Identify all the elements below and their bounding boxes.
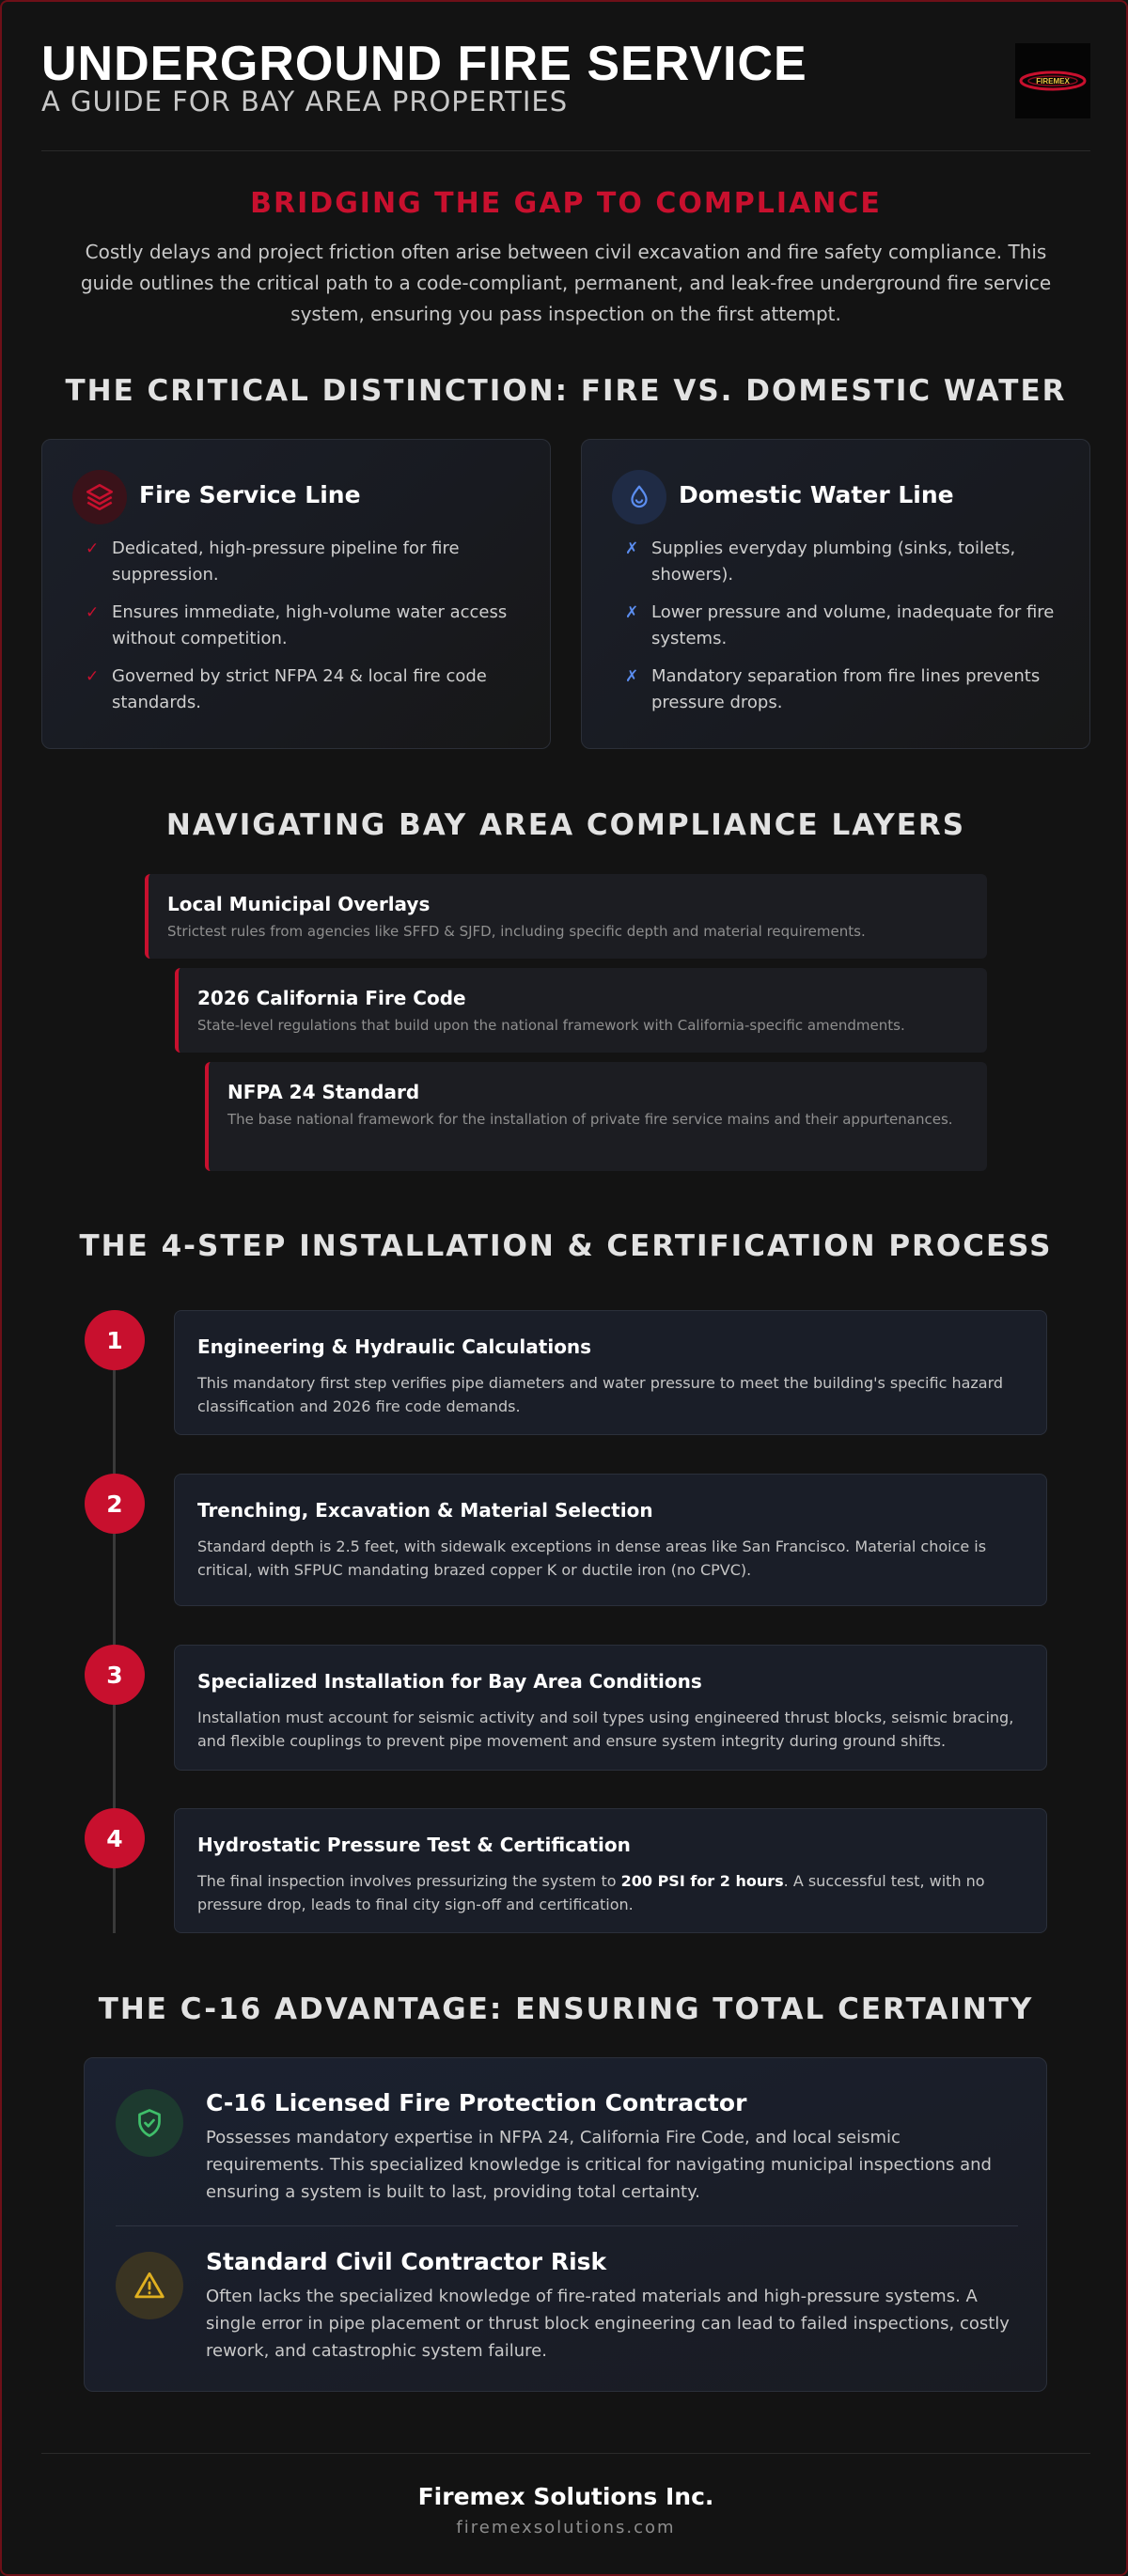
list-item: ✓ Governed by strict NFPA 24 & local fire code standards. xyxy=(86,664,527,716)
domestic-water-heading: Domestic Water Line xyxy=(679,481,954,508)
domestic-water-list xyxy=(625,536,1067,727)
cross-icon: ✗ xyxy=(625,539,639,558)
check-icon: ✓ xyxy=(86,667,100,686)
layer-title: 2026 California Fire Code xyxy=(197,987,466,1009)
process-title: THE 4-STEP INSTALLATION & CERTIFICATION PROCESS xyxy=(79,1229,1053,1263)
intro-text: Costly delays and project friction often arise between civil excavation and fire safety compliance. This guide outlines the critical path to a code-compliant, permanent, and leak-free underground fire service system, ensuring you pass inspection on the first attempt. xyxy=(80,241,1052,325)
page-title: UNDERGROUND FIRE SERVICE xyxy=(41,37,807,91)
layers-title: NAVIGATING BAY AREA COMPLIANCE LAYERS xyxy=(165,808,966,842)
layer-title: NFPA 24 Standard xyxy=(227,1081,420,1103)
domestic-water-card xyxy=(581,439,1090,749)
cross-icon: ✗ xyxy=(625,667,639,686)
layer-description: The base national framework for the installation of private fire service mains and their appurtenances. xyxy=(227,1111,953,1128)
layer-municipal xyxy=(145,874,987,959)
civil-risk-description: Often lacks the specialized knowledge of fire-rated materials and high-pressure systems. A single error in pipe placement or thrust block engineering can lead to failed inspections, costly rework, and catastrophic system failure. xyxy=(206,2287,1010,2361)
layer-description: Strictest rules from agencies like SFFD & SJFD, including specific depth and material requirements. xyxy=(167,923,866,940)
check-icon: ✓ xyxy=(86,539,100,558)
svg-text:FIREMEX: FIREMEX xyxy=(1036,77,1070,86)
step-description: The final inspection involves pressurizing the system to 200 PSI for 2 hours. A successful test, with no pressure drop, leads to final city sign-off and certification. xyxy=(197,1872,985,1913)
layer-nfpa-24 xyxy=(205,1062,987,1171)
fire-service-heading: Fire Service Line xyxy=(139,481,361,508)
step-description: This mandatory first step verifies pipe diameters and water pressure to meet the building's specific hazard classification and 2026 fire code demands. xyxy=(197,1374,1004,1415)
step-card xyxy=(174,1474,1047,1606)
layers-icon xyxy=(72,470,127,524)
advantage-card xyxy=(84,2057,1047,2392)
list-item: ✗ Mandatory separation from fire lines prevents pressure drops. xyxy=(625,664,1067,716)
step-title: Engineering & Hydraulic Calculations xyxy=(197,1335,592,1358)
advantage-title: THE C-16 ADVANTAGE: ENSURING TOTAL CERTAINTY xyxy=(98,1992,1034,2026)
warning-icon xyxy=(116,2252,183,2319)
layer-description: State-level regulations that build upon the national framework with California-specific amendments. xyxy=(197,1017,905,1034)
step-title: Specialized Installation for Bay Area Conditions xyxy=(197,1670,702,1693)
c16-description: Possesses mandatory expertise in NFPA 24, California Fire Code, and local seismic requirements. This specialized knowledge is critical for navigating municipal inspections and ensuring a system is built to last, providing total certainty. xyxy=(206,2128,992,2202)
header-divider xyxy=(41,150,1090,151)
page-subtitle: A GUIDE FOR BAY AREA PROPERTIES xyxy=(41,86,569,117)
shield-check-icon xyxy=(116,2089,183,2157)
fire-service-list xyxy=(86,536,527,727)
step-number: 4 xyxy=(85,1808,145,1868)
list-item: ✓ Dedicated, high-pressure pipeline for fire suppression. xyxy=(86,536,527,588)
step-title: Trenching, Excavation & Material Selection xyxy=(197,1499,653,1522)
cross-icon: ✗ xyxy=(625,603,639,622)
civil-risk-title: Standard Civil Contractor Risk xyxy=(206,2248,607,2275)
step-number: 1 xyxy=(85,1310,145,1370)
step-number: 3 xyxy=(85,1645,145,1705)
step-title: Hydrostatic Pressure Test & Certification xyxy=(197,1834,631,1856)
step-description: Installation must account for seismic activity and soil types using engineered thrust blocks, seismic bracing, and flexible couplings to prevent pipe movement and ensure system integrity during ground shifts. xyxy=(197,1709,1014,1750)
advantage-divider xyxy=(116,2225,1018,2226)
step-card xyxy=(174,1645,1047,1771)
footer-website-link[interactable]: firemexsolutions.com xyxy=(456,2518,676,2537)
distinction-title: THE CRITICAL DISTINCTION: FIRE VS. DOMESTIC WATER xyxy=(65,374,1067,408)
footer-divider xyxy=(41,2453,1090,2454)
step-card xyxy=(174,1310,1047,1435)
water-drop-icon xyxy=(612,470,666,524)
layer-title: Local Municipal Overlays xyxy=(167,893,431,915)
list-item: ✗ Supplies everyday plumbing (sinks, toilets, showers). xyxy=(625,536,1067,588)
intro-title: BRIDGING THE GAP TO COMPLIANCE xyxy=(250,187,882,220)
list-item: ✓ Ensures immediate, high-volume water access without competition. xyxy=(86,600,527,652)
step-description: Standard depth is 2.5 feet, with sidewalk exceptions in dense areas like San Francisco. Material choice is critical, with SFPUC mandating brazed copper K or ductile iron (no CPVC). xyxy=(197,1538,987,1579)
list-item: ✗ Lower pressure and volume, inadequate for fire systems. xyxy=(625,600,1067,652)
step-card xyxy=(174,1808,1047,1933)
check-icon: ✓ xyxy=(86,603,100,622)
fire-service-card xyxy=(41,439,551,749)
layer-california-fire-code xyxy=(175,968,987,1053)
c16-title: C-16 Licensed Fire Protection Contractor xyxy=(206,2089,747,2116)
step-number: 2 xyxy=(85,1474,145,1534)
footer-company: Firemex Solutions Inc. xyxy=(417,2483,714,2510)
company-logo xyxy=(1015,43,1090,118)
